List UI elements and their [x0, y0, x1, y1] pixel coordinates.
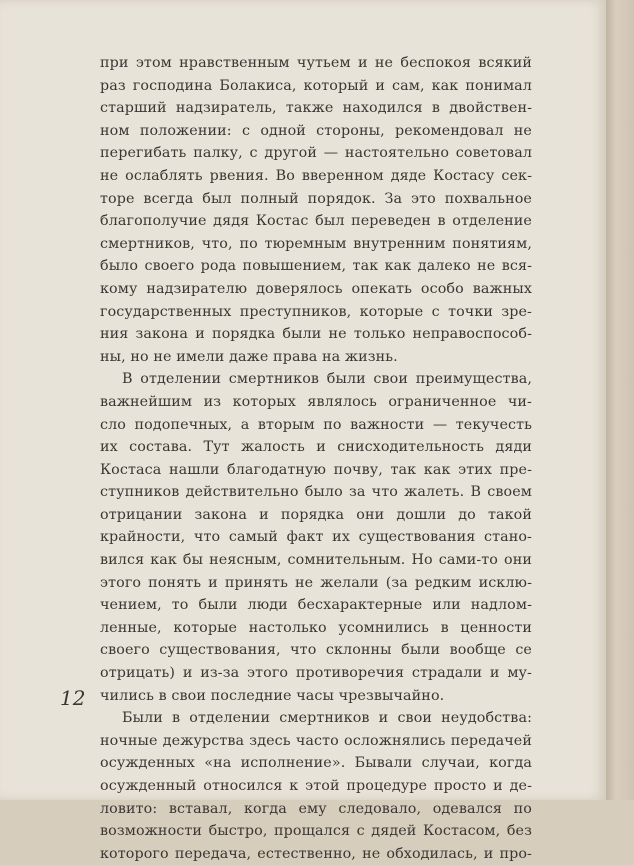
text-line-31: ночные дежурства здесь часто осложнялись передачей [100, 732, 532, 749]
page-text [100, 52, 532, 865]
text-line-9: смертников, что, по тюремным внутренним понятиям, [100, 235, 532, 252]
text-line-10: было своего рода повышением, так как далеко не вся- [100, 258, 532, 275]
text-line-7: торе всегда был полный порядок. За это похвальное [100, 190, 532, 207]
page-number: 12 [60, 686, 86, 710]
text-line-22: крайности, что самый факт их существования стано- [100, 529, 532, 546]
text-line-15: В отделении смертников были свои преимущества, [122, 371, 532, 388]
text-line-6: не ослаблять рвения. Во вверенном дяде Костасу сек- [100, 167, 532, 184]
text-line-18: их состава. Тут жалость и снисходительность дяди [100, 439, 532, 456]
text-line-30: Были в отделении смертников и свои неудобства: [122, 710, 532, 727]
text-line-28: отрицать) и из-за этого противоречия страдали и му- [100, 665, 532, 682]
text-line-8: благополучие дядя Костас был переведен в отделение [100, 213, 532, 230]
text-line-5: перегибать палку, с другой — настоятельно советовал [100, 145, 532, 162]
text-line-17: сло подопечных, а вторым по важности — текучесть [100, 416, 532, 433]
text-line-33: осужденный относился к этой процедуре просто и де- [100, 778, 532, 794]
text-line-20: ступников действительно было за что жалеть. В своем [100, 484, 532, 501]
text-line-12: государственных преступников, которые с точки зре- [100, 303, 532, 320]
text-line-4: ном положении: с одной стороны, рекомендовал не [100, 122, 532, 139]
text-line-1: при этом нравственным чутьем и не беспокоя всякий [100, 55, 532, 71]
text-line-11: кому надзирателю доверялось опекать особо важных [100, 280, 532, 297]
text-line-23: вился как бы неясным, сомнительным. Но сами-то они [100, 552, 532, 569]
text-line-14: ны, но не имели даже права на жизнь. [100, 348, 398, 365]
text-line-34: ловито: вставал, когда ему следовало, одевался по [100, 800, 532, 817]
text-line-16: важнейшим из которых являлось ограниченное чи- [100, 393, 532, 410]
text-line-24: этого понять и принять не желали (за редким исклю- [100, 574, 532, 591]
text-line-2: раз господина Болакиса, который и сам, как понимал [100, 77, 532, 94]
text-line-13: ния закона и порядка были не только неправоспособ- [100, 326, 532, 343]
text-line-27: своего существования, что склонны были вообще се [100, 642, 532, 659]
text-line-25: чением, то были люди бесхарактерные или надлом- [100, 597, 532, 614]
text-line-29: чились в свои последние часы чрезвычайно. [100, 687, 445, 704]
text-line-32: осужденных «на исполнение». Бывали случаи, когда [100, 755, 532, 772]
text-line-35: возможности быстро, прощался с дядей Костасом, без [100, 823, 532, 840]
text-line-19: Костаса нашли благодатную почву, так как этих пре- [100, 461, 532, 478]
text-line-26: ленные, которые настолько усомнились в ценности [100, 619, 532, 636]
text-line-3: старший надзиратель, также находился в двойствен- [100, 100, 532, 117]
text-line-21: отрицании закона и порядка они дошли до такой [100, 506, 532, 523]
text-line-36: которого передача, естественно, не обходилась, и про- [100, 845, 532, 862]
page-edge-shadow [606, 0, 634, 800]
